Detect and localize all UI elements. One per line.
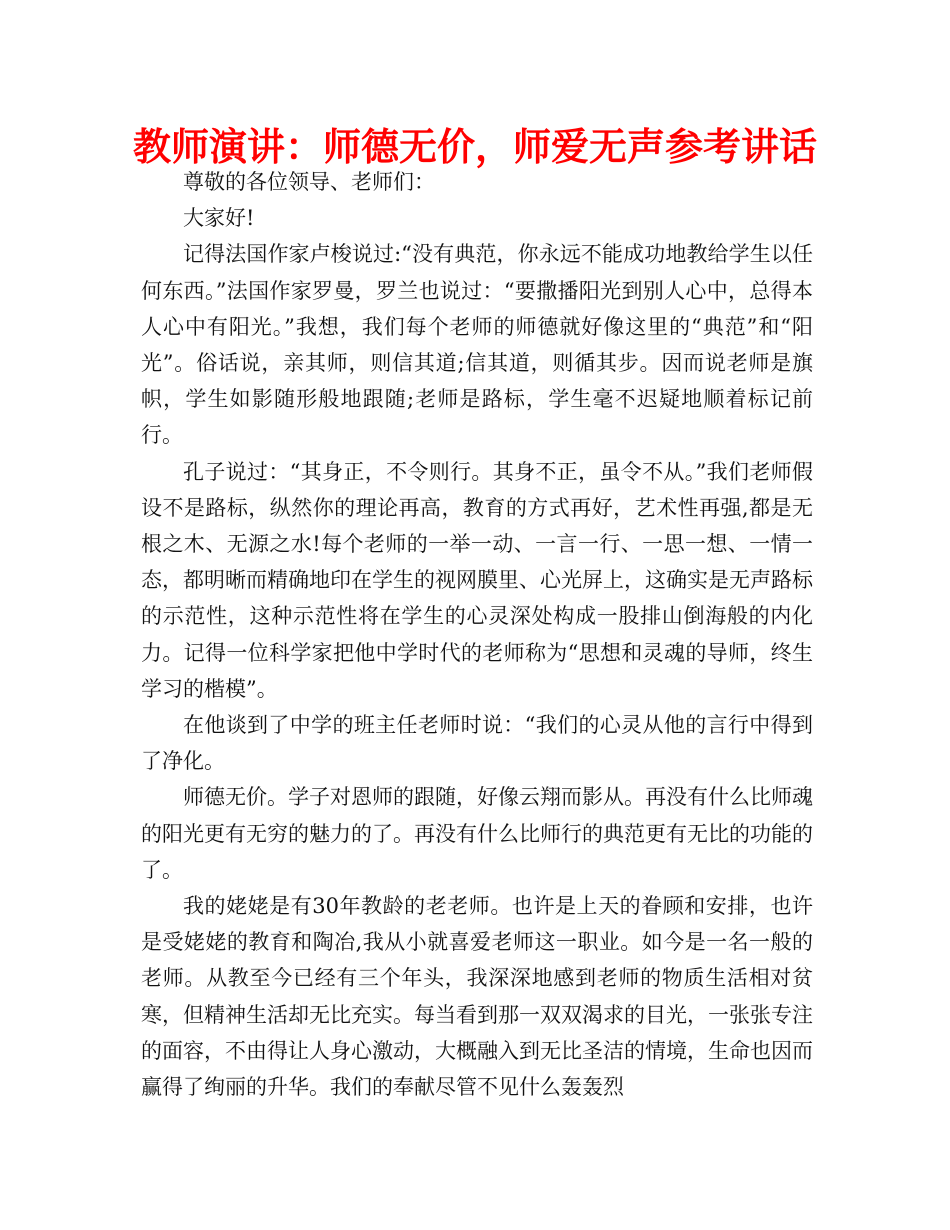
paragraph-grandmother: 我的姥姥是有30年教龄的老老师。也许是上天的眷顾和安排，也许是受姥姥的教育和陶冶,我从小就喜爱老师这一职业。如今是一名一般的老师。从教至今已经有三个年头，我深深地感到老师的物质生活相对贫寒，但精神生活却无比充实。每当看到那一双双渴求的目光，一张张专注的面容，不由得让人身心激动，大概融入到无比圣洁的情境，生命也因而赢得了绚丽的升华。我们的奉献尽管不见什么轰轰烈	[141, 894, 813, 1100]
paragraph-rousseau-quote: 记得法国作家卢梭说过:“没有典范，你永远不能成功地教给学生以任何东西。”法国作家罗曼，罗兰也说过：“要撒播阳光到别人心中，总得本人心中有阳光。”我想，我们每个老师的师德就好像这里的“典范”和“阳光”。俗话说，亲其师，则信其道;信其道，则循其步。因而说老师是旗帜，学生如影随形般地跟随;老师是路标，学生毫不迟疑地顺着标记前行。	[141, 242, 813, 448]
paragraph-head-teacher: 在他谈到了中学的班主任老师时说：“我们的心灵从他的言行中得到了净化。	[141, 713, 813, 774]
document-body	[141, 164, 813, 1105]
paragraph-greeting: 大家好!	[183, 206, 255, 231]
paragraph-confucius-quote: 孔子说过：“其身正，不令则行。其身不正，虽令不从。”我们老师假设不是路标，纵然你的理论再高，教育的方式再好，艺术性再强,都是无根之木、无源之水!每个老师的一举一动、一言一行、一思一想、一情一态，都明晰而精确地印在学生的视网膜里、心光屏上，这确实是无声路标的示范性，这种示范性将在学生的心灵深处构成一股排山倒海般的内化力。记得一位科学家把他中学时代的老师称为“思想和灵魂的导师，终生学习的楷模”。	[141, 459, 813, 701]
paragraph-salutation: 尊敬的各位领导、老师们：	[183, 170, 435, 194]
document-title: 教师演讲：师德无价，师爱无声参考讲话	[132, 125, 817, 169]
paragraph-priceless-ethics: 师德无价。学子对恩师的跟随，好像云翔而影从。再没有什么比师魂的阳光更有无穷的魅力的了。再没有什么比师行的典范更有无比的功能的了。	[141, 785, 813, 882]
